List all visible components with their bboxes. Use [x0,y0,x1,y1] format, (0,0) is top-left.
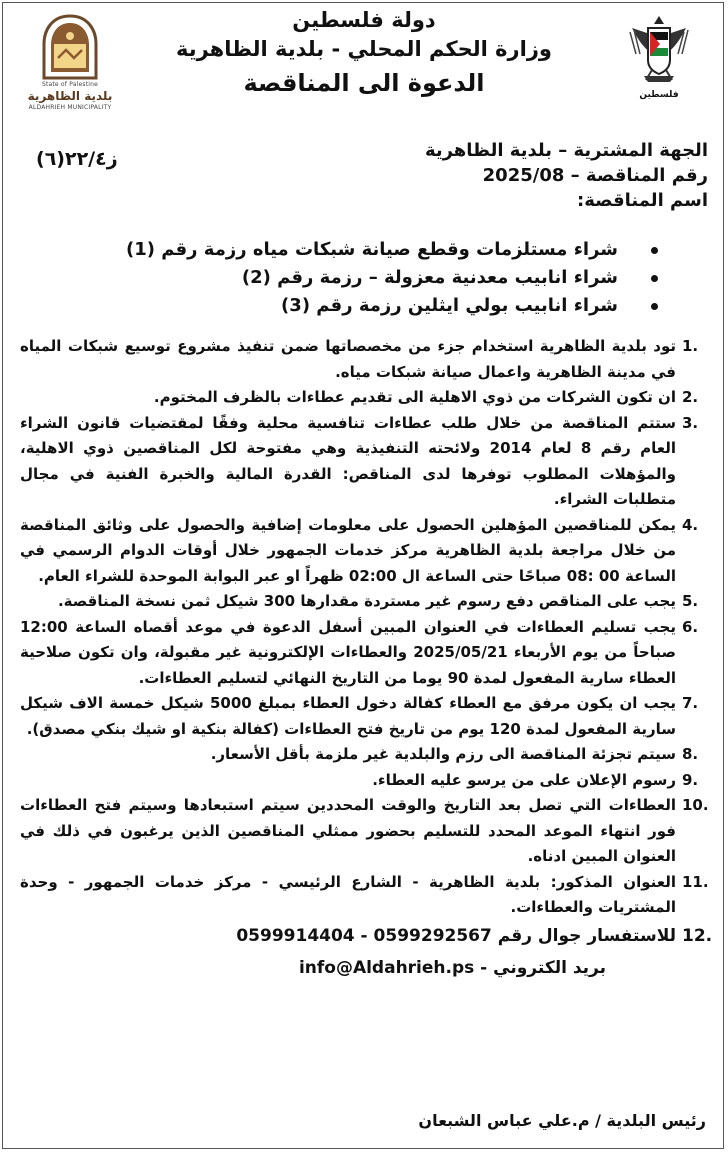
item-text: يجب على المناقص دفع رسوم غير مستردة مقدارها 300 شيكل ثمن نسخة المناقصة. [57,592,676,610]
municipality-logo [22,14,118,111]
list-item [20,793,716,870]
logo-subtitle-en: State of Palestine [41,81,99,88]
list-item [20,615,716,692]
tender-meta [148,138,708,213]
list-item [20,589,716,615]
list-item [20,742,716,768]
state-name: دولة فلسطين [292,8,436,32]
list-item [20,768,716,794]
item-number: 11. [682,872,709,891]
palestine-emblem [624,10,694,100]
list-item: شراء انابيب معدنية معزولة – رزمة رقم (2) [66,264,666,292]
item-number: 2. [682,388,699,406]
item-text: العنوان المذكور: بلدية الظاهرية - الشارع الرئيسي - مركز خدمات الجمهور - وحدة المشتريات والعطاءات. [20,872,676,916]
logo-name-ar: بلدية الظاهرية [27,89,113,103]
item-text: ان تكون الشركات من ذوي الاهلية الى تقديم عطاءات بالظرف المختوم. [153,388,676,406]
item-number: 10. [682,796,709,814]
item-number: 9. [682,770,699,789]
item-number: 5. [682,592,699,610]
package-list [66,236,666,320]
logo-name-en: ALDAHRIEH MUNICIPALITY [28,104,112,111]
list-item: شراء انابيب بولي ايثلين رزمة رقم (3) [66,292,666,320]
list-item [20,870,716,921]
item-number: 6. [682,617,699,636]
list-item [20,334,716,385]
list-item [20,691,716,742]
contact-email: بريد الكتروني - info@Aldahrieh.ps [298,957,606,978]
tender-number: رقم المناقصة – 2025/08 [482,165,708,186]
document-title: الدعوة الى المناقصة [243,69,485,97]
contact-item [20,922,716,951]
emblem-name: فلسطين [639,90,679,100]
list-item [20,513,716,590]
item-text: رسوم الإعلان على من يرسو عليه العطاء. [372,770,676,789]
item-text: ستتم المناقصة من خلال طلب عطاءات تنافسية محلية وفقًا لمقتضيات قانون الشراء العام رقم 8 لعام 2014 ولائحته التنفيذية وهي مفتوحة لكل المناقصين ذوي الاهلية، والمؤهلات المطلوب توفرها لدى المناقص: القدرة المالية والخبرة الفنية في مجال متطلبات الشراء. [20,413,677,508]
reference-code: ز٢٢/٤(٦) [36,148,118,170]
header [140,6,588,102]
palestine-eagle-emblem-icon [624,10,694,88]
item-number: 1. [682,337,699,355]
item-number: 8. [682,745,699,763]
item-number: 4. [682,515,699,534]
item-text: يجب ان يكون مرفق مع العطاء كفالة دخول العطاء بمبلغ 5000 شيكل خمسة الاف شيكل سارية المفعول لمدة 120 يوم من تاريخ فتح العطاءات (كفالة بنكية او شيك بنكي مصدق). [20,694,677,738]
list-item: شراء مستلزمات وقطع صيانة شبكات مياه رزمة رقم (1) [66,236,666,264]
municipality-logo-icon [38,14,102,80]
tender-name-label: اسم المناقصة: [577,190,708,211]
list-item [20,385,716,411]
item-text: تود بلدية الظاهرية استخدام جزء من مخصصاتها ضمن تنفيذ مشروع توسيع شبكات المياه في مدينة الظاهرية واعمال صيانة شبكات مياه. [20,337,676,381]
item-text: العطاءات التي تصل بعد التاريخ والوقت المحددين سيتم استبعادها وسيتم فتح العطاءات فور انتهاء الموعد المحدد للتسليم بحضور ممثلي المناقصين الذين يرغبون في ذلك في العنوان المبين ادناه. [20,796,676,865]
buyer-line: الجهة المشترية – بلدية الظاهرية [424,140,708,161]
item-number: 3. [682,413,699,432]
item-text: يجب تسليم العطاءات في العنوان المبين أسفل الدعوة في موعد أقصاه الساعة 12:00 صباحاً من يوم الأربعاء 2025/05/21 والعطاءات الإلكترونية غير مقبولة، وان تكون صلاحية العطاء سارية المفعول لمدة 90 يوما من التاريخ النهائي لتسليم العطاءات. [20,617,676,687]
item-number: 12. [682,925,713,946]
item-text: يمكن للمناقصين المؤهلين الحصول على معلومات إضافية والحصول على وثائق المناقصة من خلال مراجعة بلدية الظاهرية مركز خدمات الجمهور خلال أوقات الدوام الرسمي في الساعة 00 :08 صباحًا حتى الساعة ال 02:00 ظهراً او عبر البوابة الموحدة للشراء العام. [20,515,676,585]
ministry-name: وزارة الحكم المحلي - بلدية الظاهرية [176,37,552,61]
signature: رئيس البلدية / م.علي عباس الشبعان [418,1111,706,1130]
item-text: سيتم تجزئة المناقصة الى رزم والبلدية غير ملزمة بأقل الأسعار. [210,745,676,763]
list-item [20,411,716,513]
conditions-list [20,334,716,985]
contact-phone: للاستفسار جوال رقم 0599292567 - 0599914404 [236,925,676,946]
item-number: 7. [682,694,699,712]
